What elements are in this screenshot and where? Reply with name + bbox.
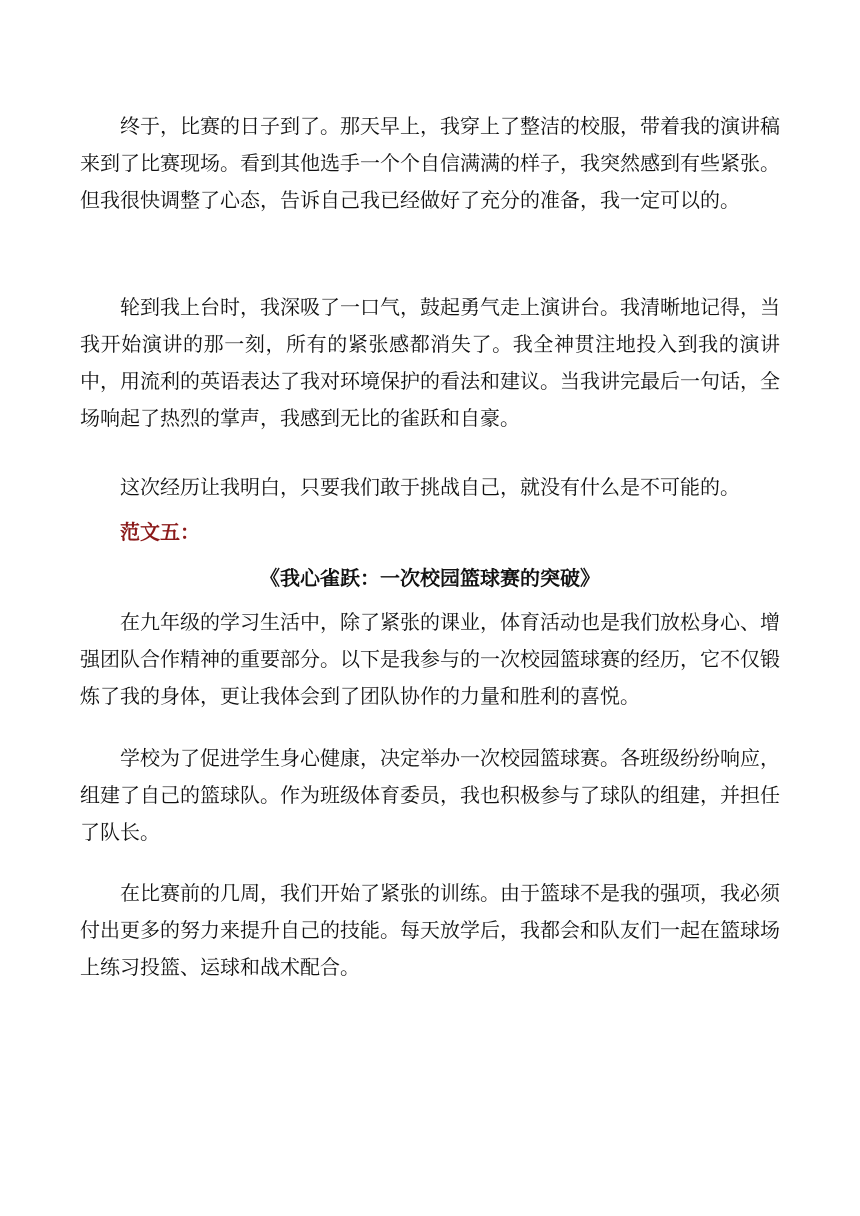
paragraph-team-formation: 学校为了促进学生身心健康，决定举办一次校园篮球赛。各班级纷纷响应，组建了自己的篮球队。作为班级体育委员，我也积极参与了球队的组建，并担任了队长。 [80, 746, 780, 844]
document-page [80, 0, 780, 1216]
section-heading: 范文五： [120, 520, 200, 544]
paragraph-training: 在比赛前的几周，我们开始了紧张的训练。由于篮球不是我的强项，我必须付出更多的努力来提升自己的技能。每天放学后，我都会和队友们一起在篮球场上练习投篮、运球和战术配合。 [80, 881, 780, 979]
paragraph-on-stage: 轮到我上台时，我深吸了一口气，鼓起勇气走上演讲台。我清晰地记得，当我开始演讲的那一刻，所有的紧张感都消失了。我全神贯注地投入到我的演讲中，用流利的英语表达了我对环境保护的看法和建议。当我讲完最后一句话，全场响起了热烈的掌声，我感到无比的雀跃和自豪。 [80, 295, 780, 430]
essay-title: 《我心雀跃：一次校园篮球赛的突破》 [260, 566, 600, 590]
paragraph-lesson-learned: 这次经历让我明白，只要我们敢于挑战自己，就没有什么是不可能的。 [120, 475, 740, 499]
paragraph-introduction: 在九年级的学习生活中，除了紧张的课业，体育活动也是我们放松身心、增强团队合作精神的重要部分。以下是我参与的一次校园篮球赛的经历，它不仅锻炼了我的身体，更让我体会到了团队协作的力量和胜利的喜悦。 [80, 610, 780, 708]
paragraph-competition-day: 终于，比赛的日子到了。那天早上，我穿上了整洁的校服，带着我的演讲稿来到了比赛现场。看到其他选手一个个自信满满的样子，我突然感到有些紧张。但我很快调整了心态，告诉自己我已经做好了充分的准备，我一定可以的。 [80, 114, 780, 212]
